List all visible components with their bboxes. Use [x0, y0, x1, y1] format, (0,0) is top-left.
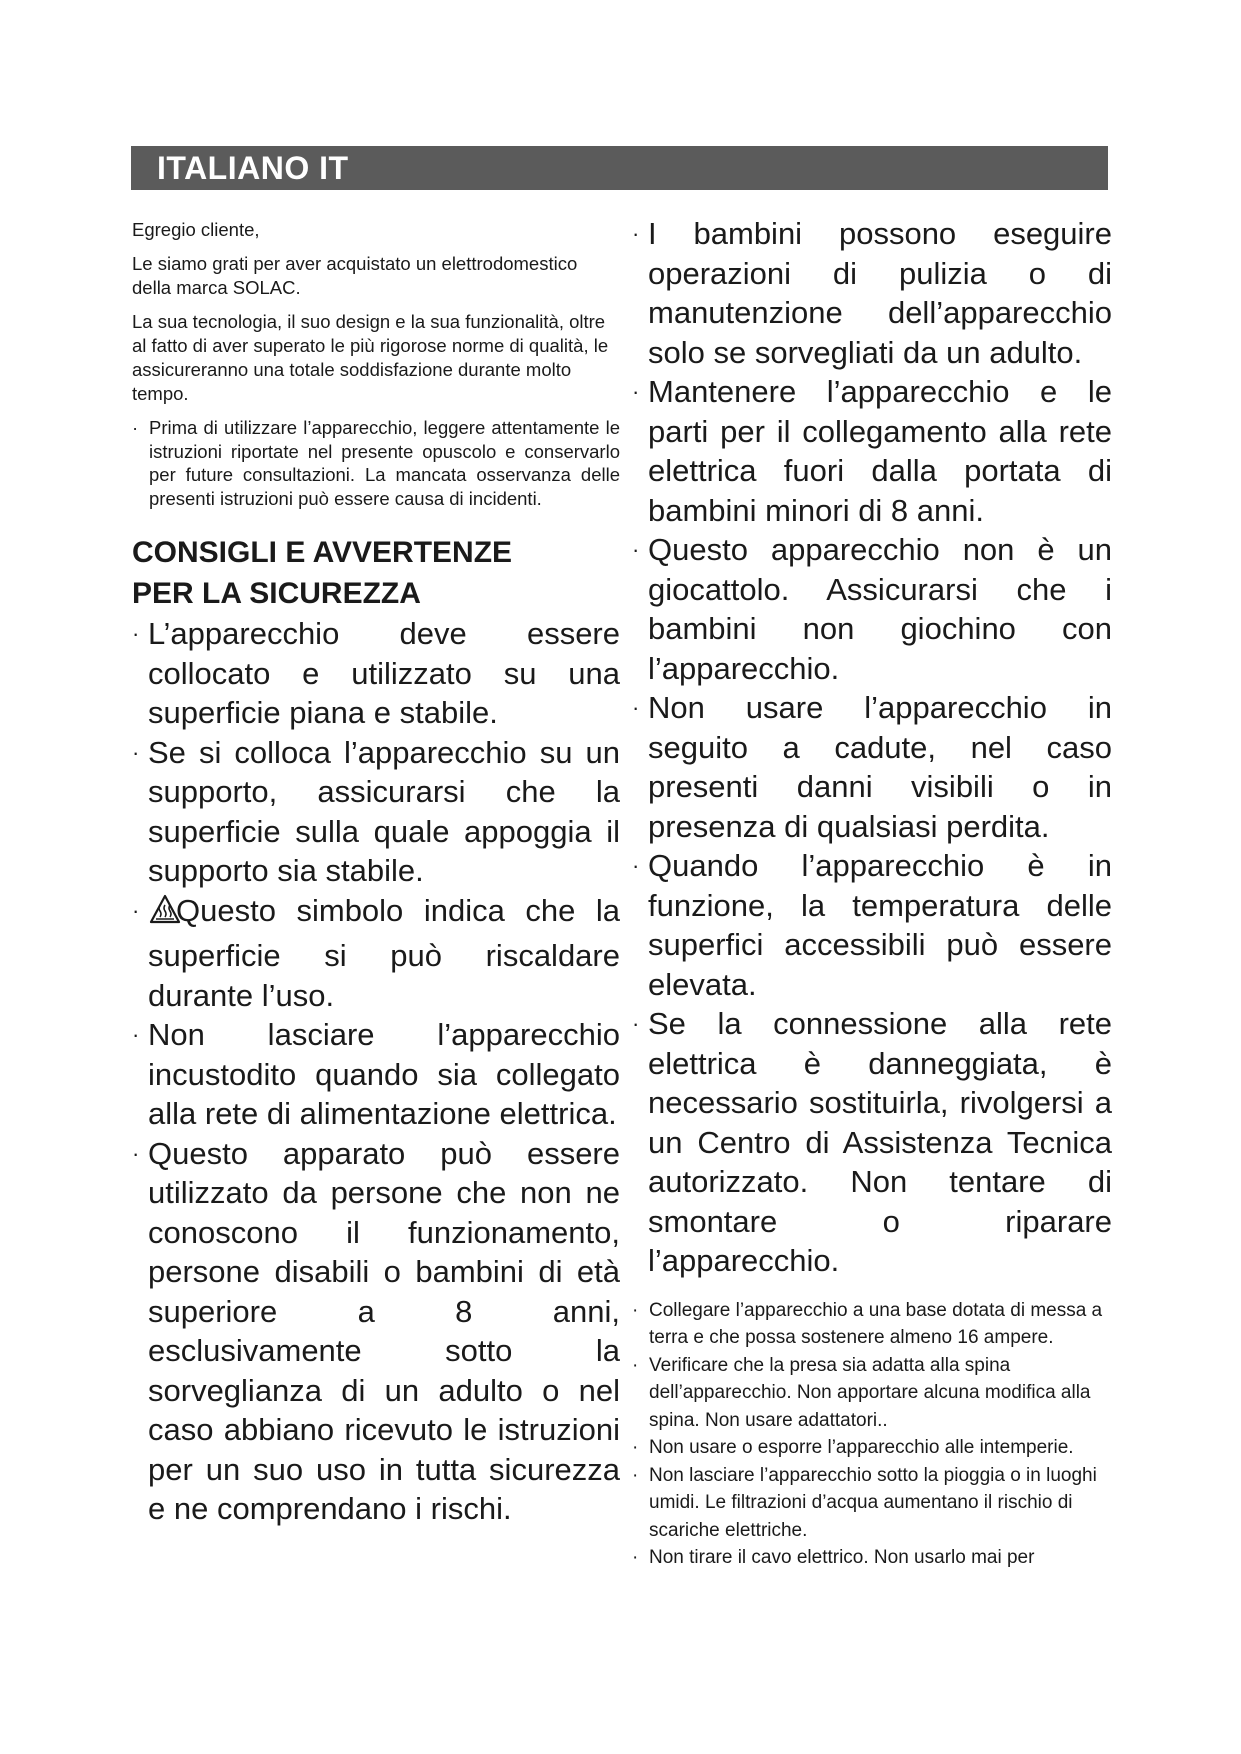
list-item: · Se si colloca l’apparecchio su un supporto, assicurarsi che la superficie sulla quale appoggia il supporto sia stabile.	[132, 733, 620, 891]
list-item-hot-surface	[132, 891, 620, 1016]
list-item: · Non lasciare l’apparecchio sotto la pioggia o in luoghi umidi. Le filtrazioni d’acqua aumentano il rischio di scariche elettriche.	[632, 1462, 1112, 1545]
intro-list	[132, 416, 620, 510]
list-item: · Non lasciare l’apparecchio incustodito quando sia collegato alla rete di alimentazione elettrica.	[132, 1015, 620, 1134]
left-column	[132, 218, 620, 1529]
list-item: · Collegare l’apparecchio a una base dotata di messa a terra e che possa sostenere almeno 16 ampere.	[632, 1297, 1112, 1352]
list-item: · Verificare che la presa sia adatta alla spina dell’apparecchio. Non apportare alcuna modifica alla spina. Non usare adattatori..	[632, 1352, 1112, 1435]
list-item: · Non usare o esporre l’apparecchio alle intemperie.	[632, 1434, 1112, 1462]
list-item: · Quando l’apparecchio è in funzione, la temperatura delle superfici accessibili può essere elevata.	[632, 846, 1112, 1004]
list-item: · Se la connessione alla rete elettrica è danneggiata, è necessario sostituirla, rivolgersi a un Centro di Assistenza Tecnica autorizzato. Non tentare di smontare o riparare l’apparecchio.	[632, 1004, 1112, 1281]
list-item: · L’apparecchio deve essere collocato e utilizzato su una superficie piana e stabile.	[132, 614, 620, 733]
safety-list-right	[632, 214, 1112, 1281]
list-item: · Questo apparato può essere utilizzato da persone che non ne conoscono il funzionamento, persone disabili o bambini di età superiore a 8 anni, esclusivamente sotto la sorveglianza di un adulto o nel caso abbiano ricevuto le istruzioni per un suo uso in tutta sicurezza e ne comprendano i rischi.	[132, 1134, 620, 1529]
safety-heading-line-2: PER LA SICUREZZA	[132, 577, 421, 610]
greeting: Egregio cliente,	[132, 219, 260, 240]
intro-bullet: · Prima di utilizzare l’apparecchio, leggere attentamente le istruzioni riportate nel presente opuscolo e conservarlo per future consultazioni. La mancata osservanza delle presenti istruzioni può essere causa di incidenti.	[132, 416, 620, 510]
list-item: · Mantenere l’apparecchio e le parti per il collegamento alla rete elettrica fuori dalla portata di bambini minori di 8 anni.	[632, 372, 1112, 530]
safety-list-left	[132, 614, 620, 1529]
list-item: · Non usare l’apparecchio in seguito a cadute, nel caso presenti danni visibili o in presenza di qualsiasi perdita.	[632, 688, 1112, 846]
safety-heading	[132, 532, 620, 614]
safety-heading-line-1: CONSIGLI E AVVERTENZE	[132, 536, 513, 569]
intro-paragraph-1: Le siamo grati per aver acquistato un elettrodomestico della marca SOLAC.	[132, 253, 578, 298]
section-header-bar	[131, 146, 1108, 190]
list-item: · I bambini possono eseguire operazioni di pulizia o di manutenzione dell’apparecchio solo se sorvegliati da un adulto.	[632, 214, 1112, 372]
intro-paragraph-2: La sua tecnologia, il suo design e la sua funzionalità, oltre al fatto di aver superato le più rigorose norme di qualità, le assicureranno una totale soddisfazione durante molto tempo.	[132, 311, 609, 404]
list-item-text: Questo simbolo indica che la superficie si può riscaldare durante l’uso.	[148, 892, 620, 1013]
right-column	[632, 214, 1112, 1572]
safety-list-right-small	[632, 1297, 1112, 1572]
language-title: ITALIANO IT	[157, 150, 349, 186]
list-item: · Non tirare il cavo elettrico. Non usarlo mai per	[632, 1544, 1112, 1572]
list-item: · Questo apparecchio non è un giocattolo. Assicurarsi che i bambini non giochino con l’apparecchio.	[632, 530, 1112, 688]
